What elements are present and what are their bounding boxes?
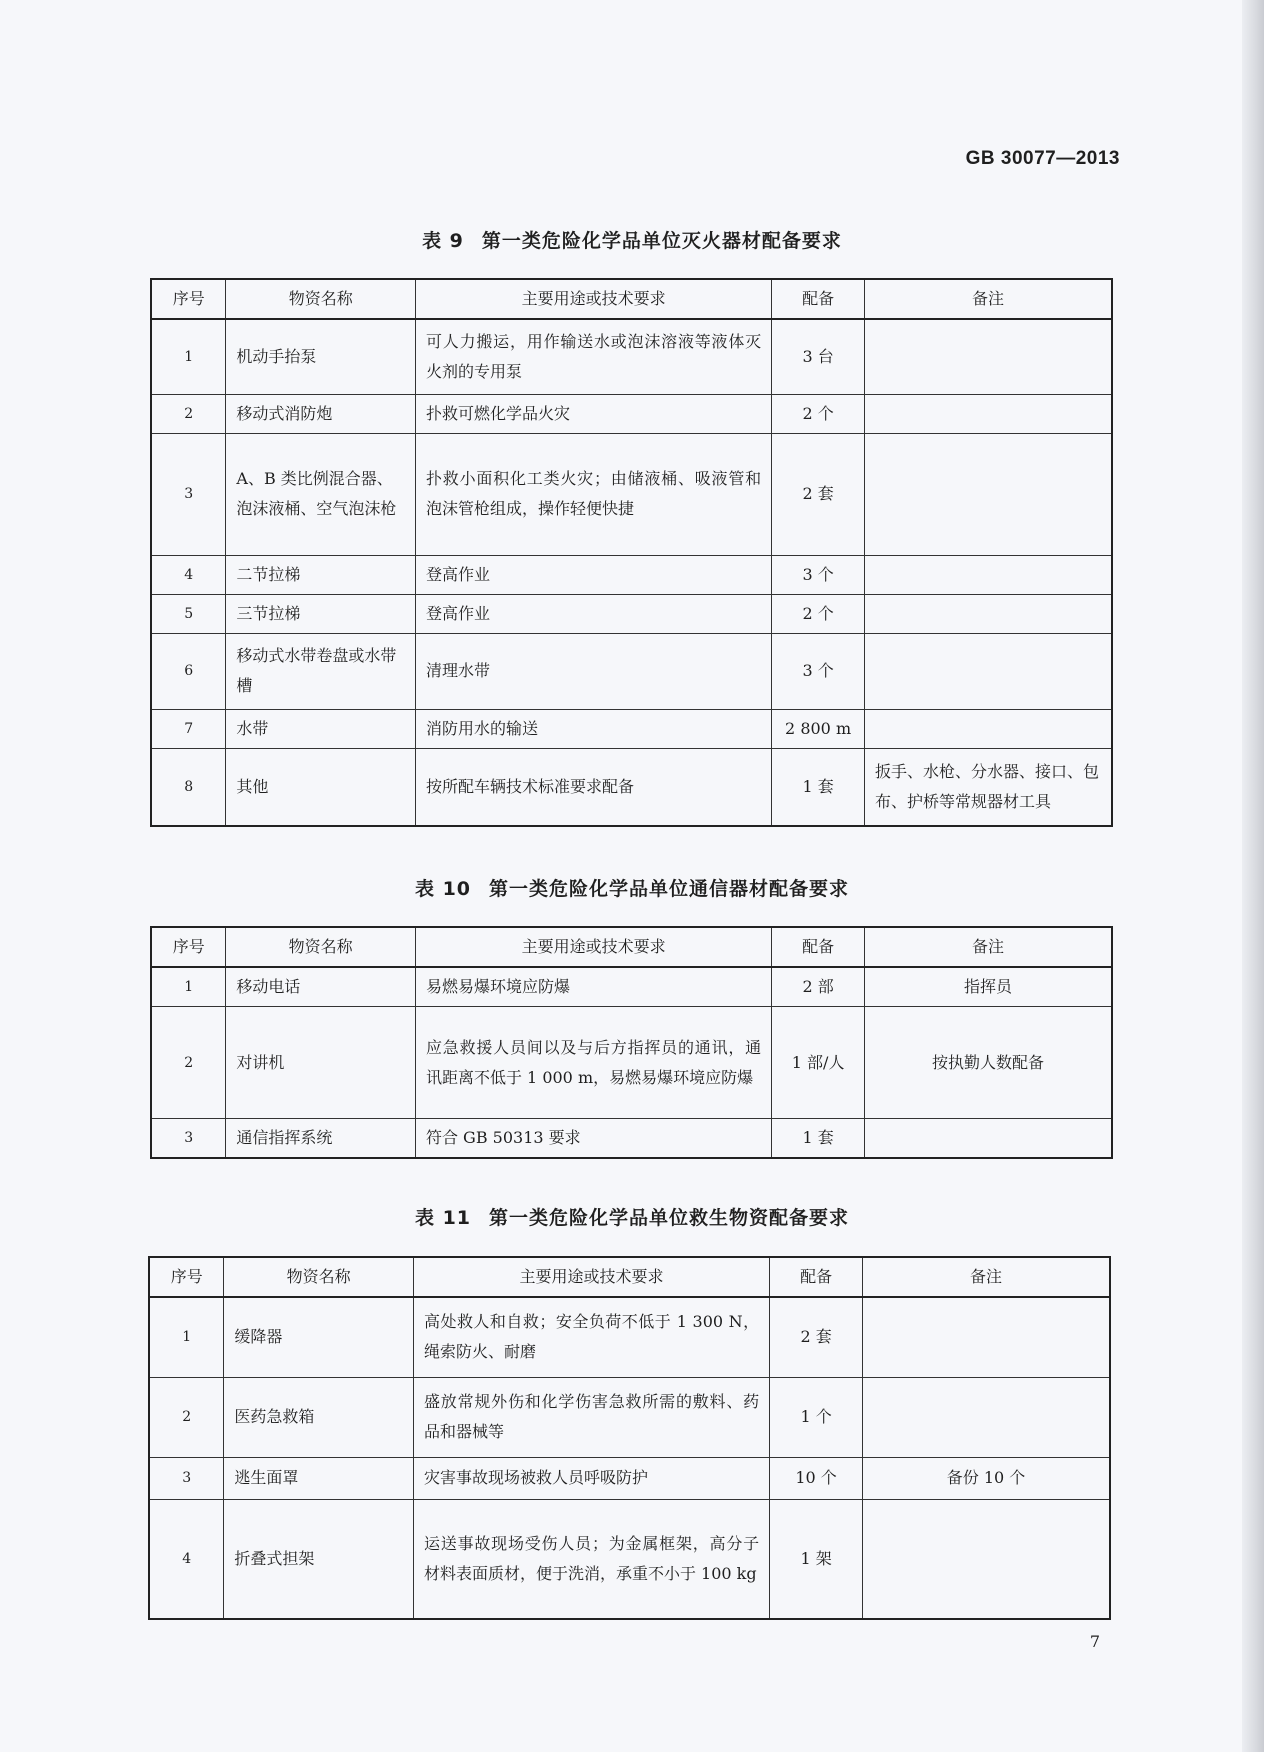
- table-row: [151, 1007, 1112, 1119]
- row-note: [865, 709, 1112, 748]
- table-row: [151, 394, 1112, 433]
- col-header-index: 序号: [149, 1257, 224, 1297]
- row-use: 符合 GB 50313 要求: [415, 1119, 771, 1159]
- row-index: 1: [149, 1297, 224, 1377]
- table-row: [149, 1297, 1110, 1377]
- row-note: [865, 433, 1112, 555]
- row-note: [865, 1119, 1112, 1159]
- table-row: [151, 594, 1112, 633]
- row-use: 登高作业: [416, 555, 772, 594]
- row-name: A、B 类比例混合器、泡沫液桶、空气泡沫枪: [226, 433, 416, 555]
- table9-title-block: [0, 226, 1264, 253]
- row-qty: 1 套: [772, 1119, 865, 1159]
- row-qty: 2 套: [772, 433, 865, 555]
- row-qty: 1 套: [772, 748, 865, 826]
- row-name: 医药急救箱: [224, 1377, 414, 1457]
- row-use: 运送事故现场受伤人员；为金属框架，高分子材料表面质材，便于洗消，承重不小于 100 kg: [413, 1499, 769, 1619]
- row-note: [863, 1377, 1110, 1457]
- row-name: 其他: [226, 748, 416, 826]
- row-name: 逃生面罩: [224, 1457, 414, 1499]
- row-note: [865, 319, 1112, 394]
- row-qty: 10 个: [770, 1457, 863, 1499]
- row-qty: 1 个: [770, 1377, 863, 1457]
- col-header-qty: 配备: [770, 1257, 863, 1297]
- row-use: 可人力搬运，用作输送水或泡沫溶液等液体灭火剂的专用泵: [416, 319, 772, 394]
- row-qty: 2 800 m: [772, 709, 865, 748]
- row-qty: 3 个: [772, 555, 865, 594]
- row-note: [865, 594, 1112, 633]
- row-index: 2: [149, 1377, 224, 1457]
- table-row: [151, 748, 1112, 826]
- table9-title: 第一类危险化学品单位灭火器材配备要求: [481, 230, 842, 252]
- row-qty: 3 个: [772, 633, 865, 709]
- row-use: 高处救人和自救；安全负荷不低于 1 300 N，绳索防火、耐磨: [413, 1297, 769, 1377]
- page-number: 7: [1089, 1632, 1100, 1651]
- row-name: 机动手抬泵: [226, 319, 416, 394]
- col-header-note: 备注: [865, 927, 1112, 967]
- row-index: 6: [151, 633, 226, 709]
- row-index: 3: [151, 433, 226, 555]
- table-row: [149, 1457, 1110, 1499]
- row-qty: 1 架: [770, 1499, 863, 1619]
- row-index: 4: [151, 555, 226, 594]
- row-name: 对讲机: [226, 1007, 416, 1119]
- row-name: 折叠式担架: [224, 1499, 414, 1619]
- row-use: 按所配车辆技术标准要求配备: [416, 748, 772, 826]
- row-index: 5: [151, 594, 226, 633]
- row-note: [863, 1499, 1110, 1619]
- col-header-qty: 配备: [772, 927, 865, 967]
- row-note: 按执勤人数配备: [865, 1007, 1112, 1119]
- row-name: 通信指挥系统: [226, 1119, 416, 1159]
- row-use: 登高作业: [416, 594, 772, 633]
- col-header-name: 物资名称: [226, 279, 416, 319]
- table-row: [151, 1119, 1112, 1159]
- row-qty: 1 部/人: [772, 1007, 865, 1119]
- col-header-use: 主要用途或技术要求: [415, 927, 771, 967]
- row-note: [865, 633, 1112, 709]
- table10-title-block: [0, 874, 1264, 901]
- row-use: 应急救援人员间以及与后方指挥员的通讯，通讯距离不低于 1 000 m，易燃易爆环境应防爆: [415, 1007, 771, 1119]
- row-note: 备份 10 个: [863, 1457, 1110, 1499]
- row-use: 盛放常规外伤和化学伤害急救所需的敷料、药品和器械等: [413, 1377, 769, 1457]
- row-index: 3: [149, 1457, 224, 1499]
- row-index: 4: [149, 1499, 224, 1619]
- row-name: 三节拉梯: [226, 594, 416, 633]
- col-header-qty: 配备: [772, 279, 865, 319]
- row-use: 灾害事故现场被救人员呼吸防护: [413, 1457, 769, 1499]
- row-note: [865, 555, 1112, 594]
- row-use: 消防用水的输送: [416, 709, 772, 748]
- row-note: [863, 1297, 1110, 1377]
- row-use: 扑救可燃化学品火灾: [416, 394, 772, 433]
- table-row: [151, 555, 1112, 594]
- row-name: 二节拉梯: [226, 555, 416, 594]
- row-qty: 2 部: [772, 967, 865, 1007]
- col-header-name: 物资名称: [226, 927, 416, 967]
- row-index: 1: [151, 319, 226, 394]
- row-name: 缓降器: [224, 1297, 414, 1377]
- row-index: 7: [151, 709, 226, 748]
- row-name: 移动电话: [226, 967, 416, 1007]
- row-qty: 2 个: [772, 594, 865, 633]
- row-note: [865, 394, 1112, 433]
- row-name: 水带: [226, 709, 416, 748]
- table9: [150, 278, 1113, 827]
- row-name: 移动式水带卷盘或水带槽: [226, 633, 416, 709]
- row-index: 1: [151, 967, 226, 1007]
- row-index: 2: [151, 394, 226, 433]
- row-qty: 2 套: [770, 1297, 863, 1377]
- col-header-note: 备注: [865, 279, 1112, 319]
- table9-header-row: [151, 279, 1112, 319]
- row-name: 移动式消防炮: [226, 394, 416, 433]
- table11-number: 表 11: [414, 1207, 472, 1229]
- col-header-use: 主要用途或技术要求: [416, 279, 772, 319]
- table10-number: 表 10: [414, 878, 472, 900]
- table11-title-block: [0, 1203, 1264, 1230]
- standard-code: GB 30077—2013: [965, 148, 1120, 169]
- row-qty: 3 台: [772, 319, 865, 394]
- row-use: 易燃易爆环境应防爆: [415, 967, 771, 1007]
- row-use: 扑救小面积化工类火灾；由储液桶、吸液管和泡沫管枪组成，操作轻便快捷: [416, 433, 772, 555]
- row-note: 扳手、水枪、分水器、接口、包布、护桥等常规器材工具: [865, 748, 1112, 826]
- table10: [150, 926, 1113, 1159]
- row-use: 清理水带: [416, 633, 772, 709]
- row-index: 8: [151, 748, 226, 826]
- table-row: [151, 433, 1112, 555]
- table-row: [151, 709, 1112, 748]
- table10-title: 第一类危险化学品单位通信器材配备要求: [489, 878, 850, 900]
- table11-header-row: [149, 1257, 1110, 1297]
- table11-title: 第一类危险化学品单位救生物资配备要求: [489, 1207, 850, 1229]
- col-header-index: 序号: [151, 927, 226, 967]
- table-row: [151, 319, 1112, 394]
- col-header-name: 物资名称: [224, 1257, 414, 1297]
- col-header-index: 序号: [151, 279, 226, 319]
- row-note: 指挥员: [865, 967, 1112, 1007]
- table-row: [149, 1499, 1110, 1619]
- col-header-note: 备注: [863, 1257, 1110, 1297]
- col-header-use: 主要用途或技术要求: [413, 1257, 769, 1297]
- table-row: [151, 633, 1112, 709]
- table9-number: 表 9: [422, 230, 464, 252]
- table10-header-row: [151, 927, 1112, 967]
- row-index: 3: [151, 1119, 226, 1159]
- table-row: [151, 967, 1112, 1007]
- row-index: 2: [151, 1007, 226, 1119]
- table11: [148, 1256, 1111, 1620]
- table-row: [149, 1377, 1110, 1457]
- row-qty: 2 个: [772, 394, 865, 433]
